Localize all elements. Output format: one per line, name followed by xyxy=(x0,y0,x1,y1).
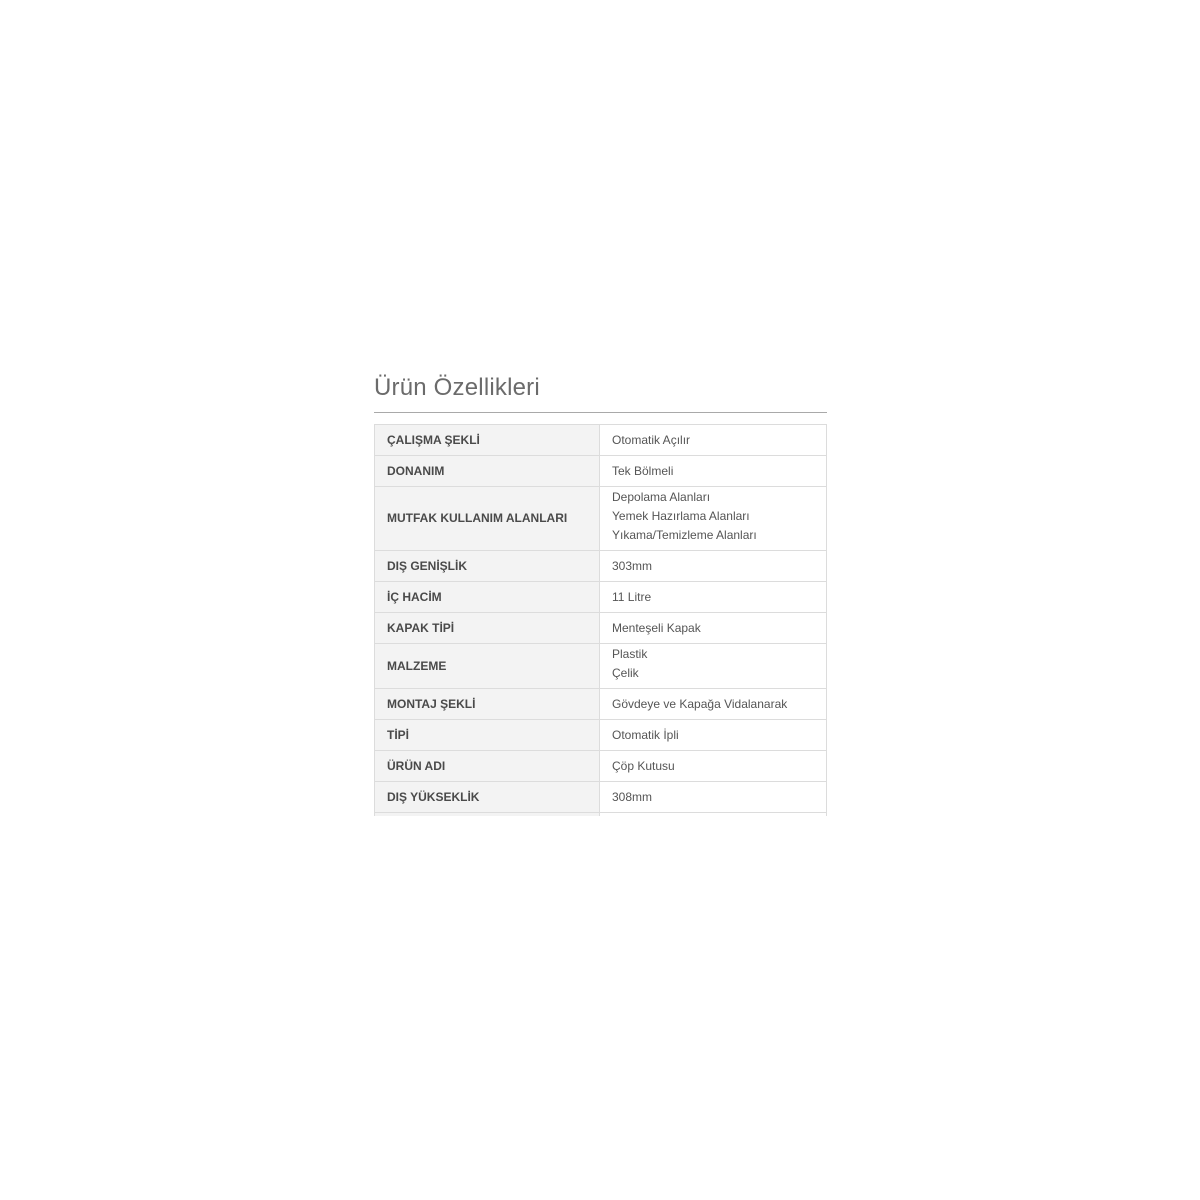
spec-value: Yemek Hazırlama Alanları xyxy=(612,509,750,523)
spec-label: DIŞ GENİŞLİK xyxy=(375,551,600,582)
specifications-table xyxy=(374,424,827,816)
spec-value-cell xyxy=(600,720,827,751)
specifications-table-body xyxy=(375,425,827,817)
spec-value-clipped xyxy=(600,813,827,817)
spec-value: Plastik xyxy=(612,647,648,661)
spec-value-cell xyxy=(600,487,827,551)
spec-value: Otomatik Açılır xyxy=(612,432,691,447)
spec-label: MALZEME xyxy=(375,644,600,689)
spec-value: Gövdeye ve Kapağa Vidalanarak xyxy=(612,696,788,711)
spec-value: 11 Litre xyxy=(612,589,652,604)
spec-value-cell xyxy=(600,582,827,613)
spec-value-cell xyxy=(600,425,827,456)
spec-value: Tek Bölmeli xyxy=(612,463,674,478)
spec-value: 303mm xyxy=(612,558,653,573)
spec-value-cell xyxy=(600,551,827,582)
spec-value-cell xyxy=(600,689,827,720)
spec-value: Depolama Alanları xyxy=(612,490,711,504)
spec-label: ÜRÜN ADI xyxy=(375,751,600,782)
spec-value-cell xyxy=(600,751,827,782)
spec-value-cell xyxy=(600,782,827,813)
spec-value-cell xyxy=(600,456,827,487)
spec-value: 308mm xyxy=(612,789,653,804)
spec-row xyxy=(375,487,827,551)
spec-row xyxy=(375,644,827,689)
spec-value: Menteşeli Kapak xyxy=(612,620,701,635)
spec-value: Otomatik İpli xyxy=(612,727,679,742)
spec-label: DIŞ YÜKSEKLİK xyxy=(375,782,600,813)
spec-value-cell xyxy=(600,613,827,644)
spec-row xyxy=(375,456,827,487)
spec-label: İÇ HACİM xyxy=(375,582,600,613)
spec-row xyxy=(375,689,827,720)
spec-label: ÇALIŞMA ŞEKLİ xyxy=(375,425,600,456)
spec-value-cell xyxy=(600,644,827,689)
spec-row xyxy=(375,720,827,751)
spec-row xyxy=(375,582,827,613)
spec-label: KAPAK TİPİ xyxy=(375,613,600,644)
spec-row xyxy=(375,425,827,456)
spec-row xyxy=(375,551,827,582)
spec-value: Çelik xyxy=(612,666,639,680)
spec-row-clipped xyxy=(375,813,827,817)
spec-value: Çöp Kutusu xyxy=(612,758,675,773)
spec-row xyxy=(375,613,827,644)
spec-label-clipped xyxy=(375,813,600,817)
spec-row xyxy=(375,751,827,782)
spec-label: MONTAJ ŞEKLİ xyxy=(375,689,600,720)
section-title: Ürün Özellikleri xyxy=(374,370,827,413)
spec-row xyxy=(375,782,827,813)
product-specifications-section xyxy=(374,370,827,816)
spec-label: TİPİ xyxy=(375,720,600,751)
spec-label: MUTFAK KULLANIM ALANLARI xyxy=(375,487,600,551)
spec-value: Yıkama/Temizleme Alanları xyxy=(612,528,757,542)
spec-label: DONANIM xyxy=(375,456,600,487)
